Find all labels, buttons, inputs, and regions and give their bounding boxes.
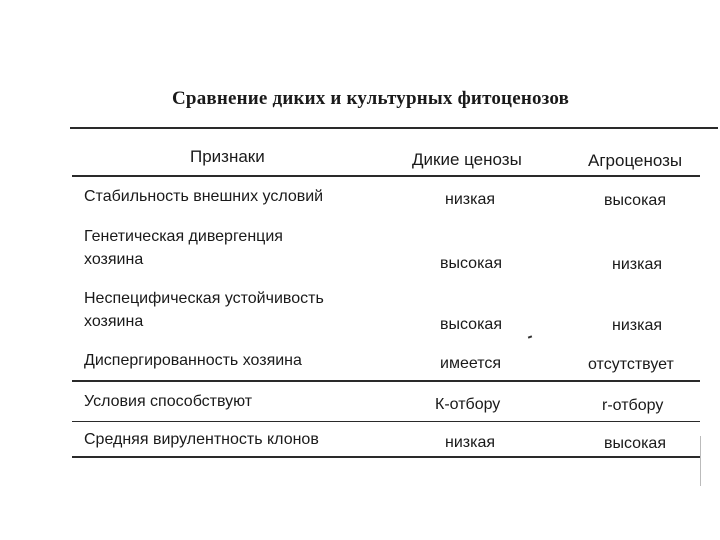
feature-cell: Диспергированность хозяина	[84, 352, 302, 369]
feature-cell: Неспецифическая устойчивость	[84, 290, 324, 307]
wild-cell: высокая	[440, 255, 502, 272]
agro-cell: отсутствует	[588, 356, 674, 373]
agro-cell: r-отбору	[602, 397, 664, 414]
agro-cell: высокая	[604, 192, 666, 209]
agro-cell: низкая	[612, 256, 663, 273]
table-bottom-rule	[72, 456, 700, 458]
wild-cell: низкая	[445, 434, 496, 451]
header-bottom-rule	[72, 175, 700, 177]
header-agro: Агроценозы	[588, 151, 683, 170]
feature-cell: Генетическая дивергенция	[84, 228, 283, 245]
feature-cell: Условия способствуют	[84, 393, 253, 410]
feature-cell: хозяина	[84, 251, 144, 268]
row-divider	[72, 380, 700, 382]
speck-mark	[528, 335, 532, 338]
wild-cell: низкая	[445, 191, 496, 208]
header-feature: Признаки	[190, 147, 265, 166]
feature-cell: хозяина	[84, 313, 144, 330]
header-wild: Дикие ценозы	[412, 150, 522, 169]
feature-cell: Стабильность внешних условий	[84, 188, 324, 205]
row-divider	[72, 421, 700, 422]
scan-edge-mark	[700, 436, 701, 486]
wild-cell: К-отбору	[435, 396, 501, 413]
feature-cell: Средняя вирулентность клонов	[84, 431, 319, 448]
wild-cell: высокая	[440, 316, 502, 333]
agro-cell: низкая	[612, 317, 663, 334]
table-top-rule	[70, 127, 718, 129]
page-title: Сравнение диких и культурных фитоценозов	[172, 88, 570, 109]
wild-cell: имеется	[440, 355, 502, 372]
agro-cell: высокая	[604, 435, 666, 452]
